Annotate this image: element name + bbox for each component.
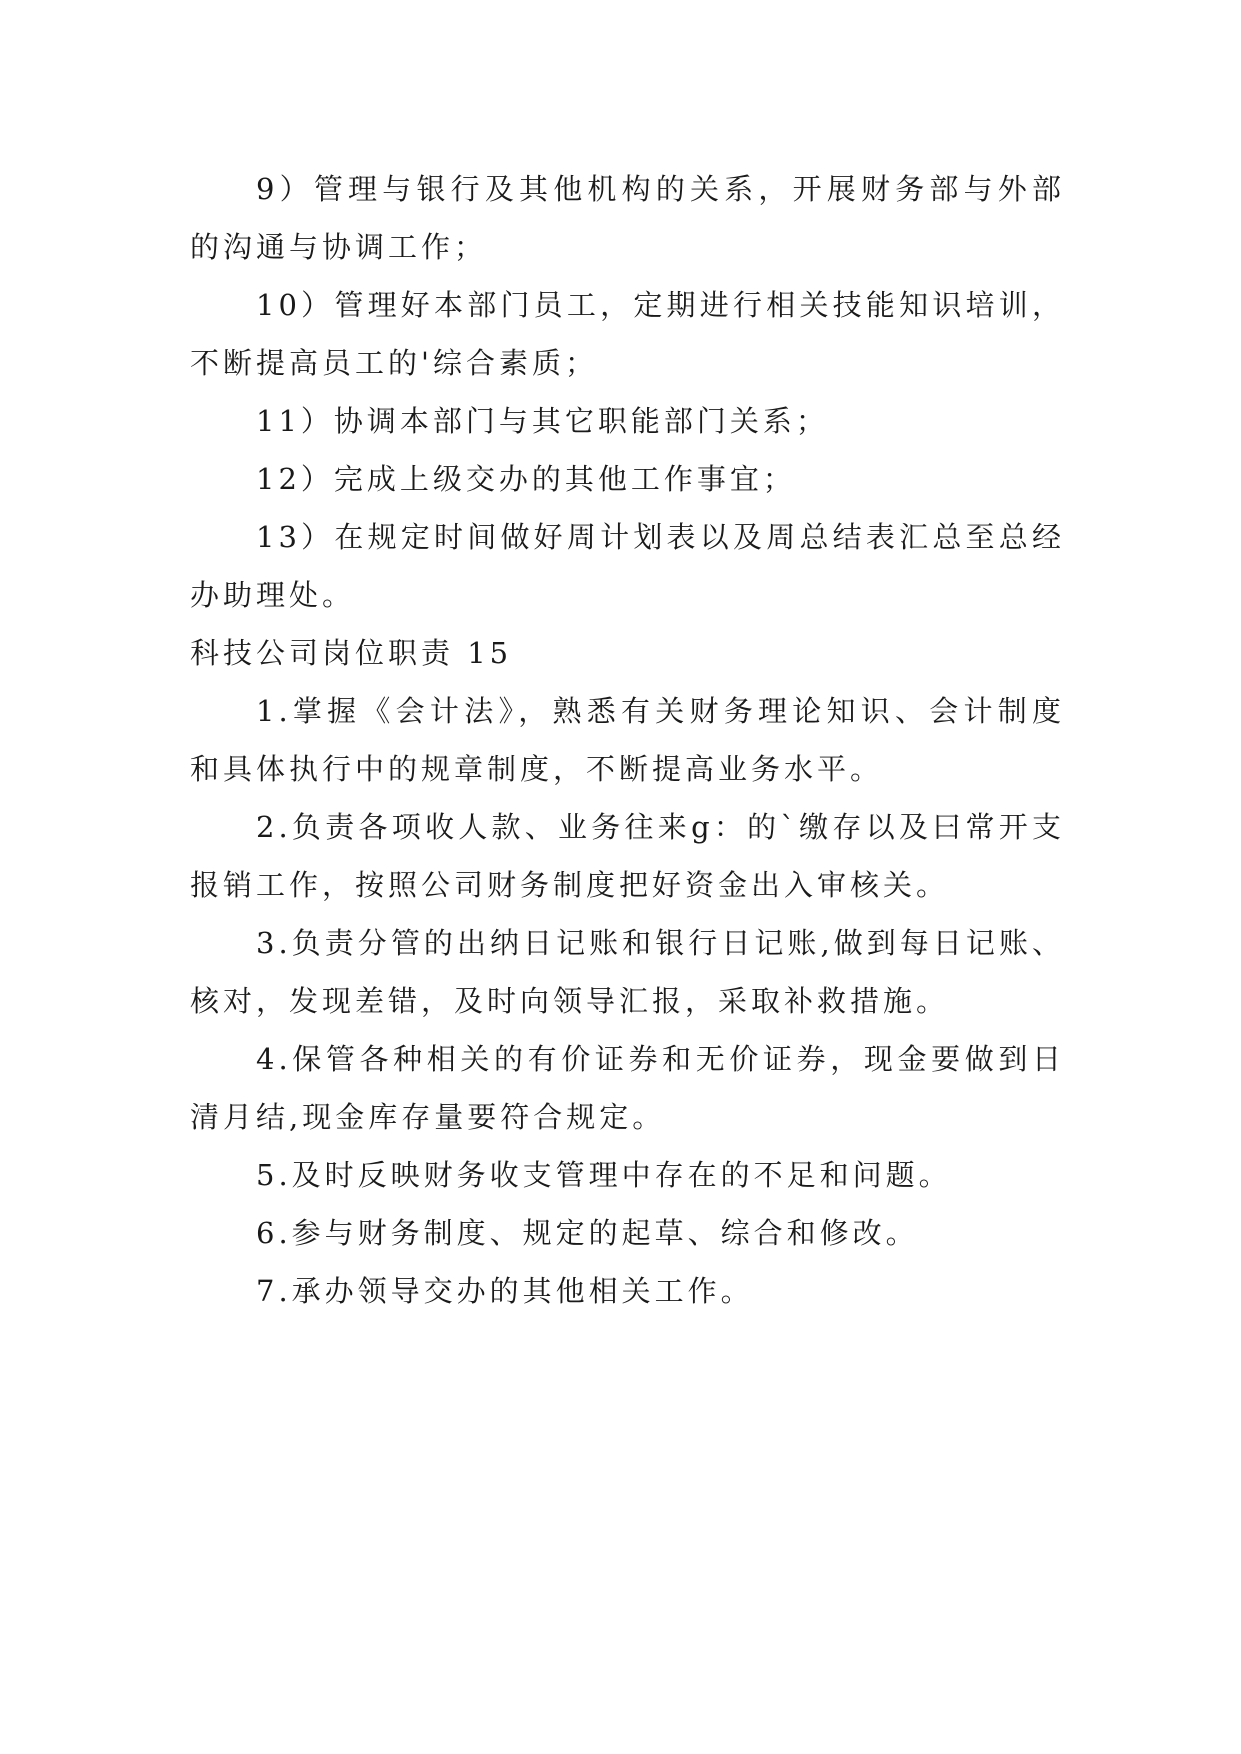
list-item: 5.及时反映财务收支管理中存在的不足和问题。 [256, 1158, 952, 1192]
list-item: 13）在规定时间做好周计划表以及周总结表汇总至总经办助理处。 [190, 520, 1065, 612]
list-item: 6.参与财务制度、规定的起草、综合和修改。 [256, 1216, 919, 1250]
list-item: 1.掌握《会计法》，熟悉有关财务理论知识、会计制度和具体执行中的规章制度，不断提高业务水平。 [190, 694, 1065, 786]
list-item: 10）管理好本部门员工，定期进行相关技能知识培训，不断提高员工的'综合素质； [190, 288, 1065, 380]
document-body [190, 160, 1065, 1320]
list-item: 12）完成上级交办的其他工作事宜； [256, 462, 796, 496]
list-item: 7.承办领导交办的其他相关工作。 [256, 1274, 754, 1308]
section-heading: 科技公司岗位职责 15 [190, 636, 513, 670]
list-item: 9）管理与银行及其他机构的关系，开展财务部与外部的沟通与协调工作； [190, 172, 1065, 264]
list-item: 4.保管各种相关的有价证券和无价证券，现金要做到日清月结,现金库存量要符合规定。 [190, 1042, 1065, 1134]
list-item: 2.负责各项收人款、业务往来g：的`缴存以及曰常开支报销工作，按照公司财务制度把好资金出入审核关。 [190, 810, 1065, 902]
list-item: 11）协调本部门与其它职能部门关系； [256, 404, 829, 438]
list-item: 3.负责分管的出纳日记账和银行日记账,做到每日记账、核对，发现差错，及时向领导汇报，采取补救措施。 [190, 926, 1065, 1018]
